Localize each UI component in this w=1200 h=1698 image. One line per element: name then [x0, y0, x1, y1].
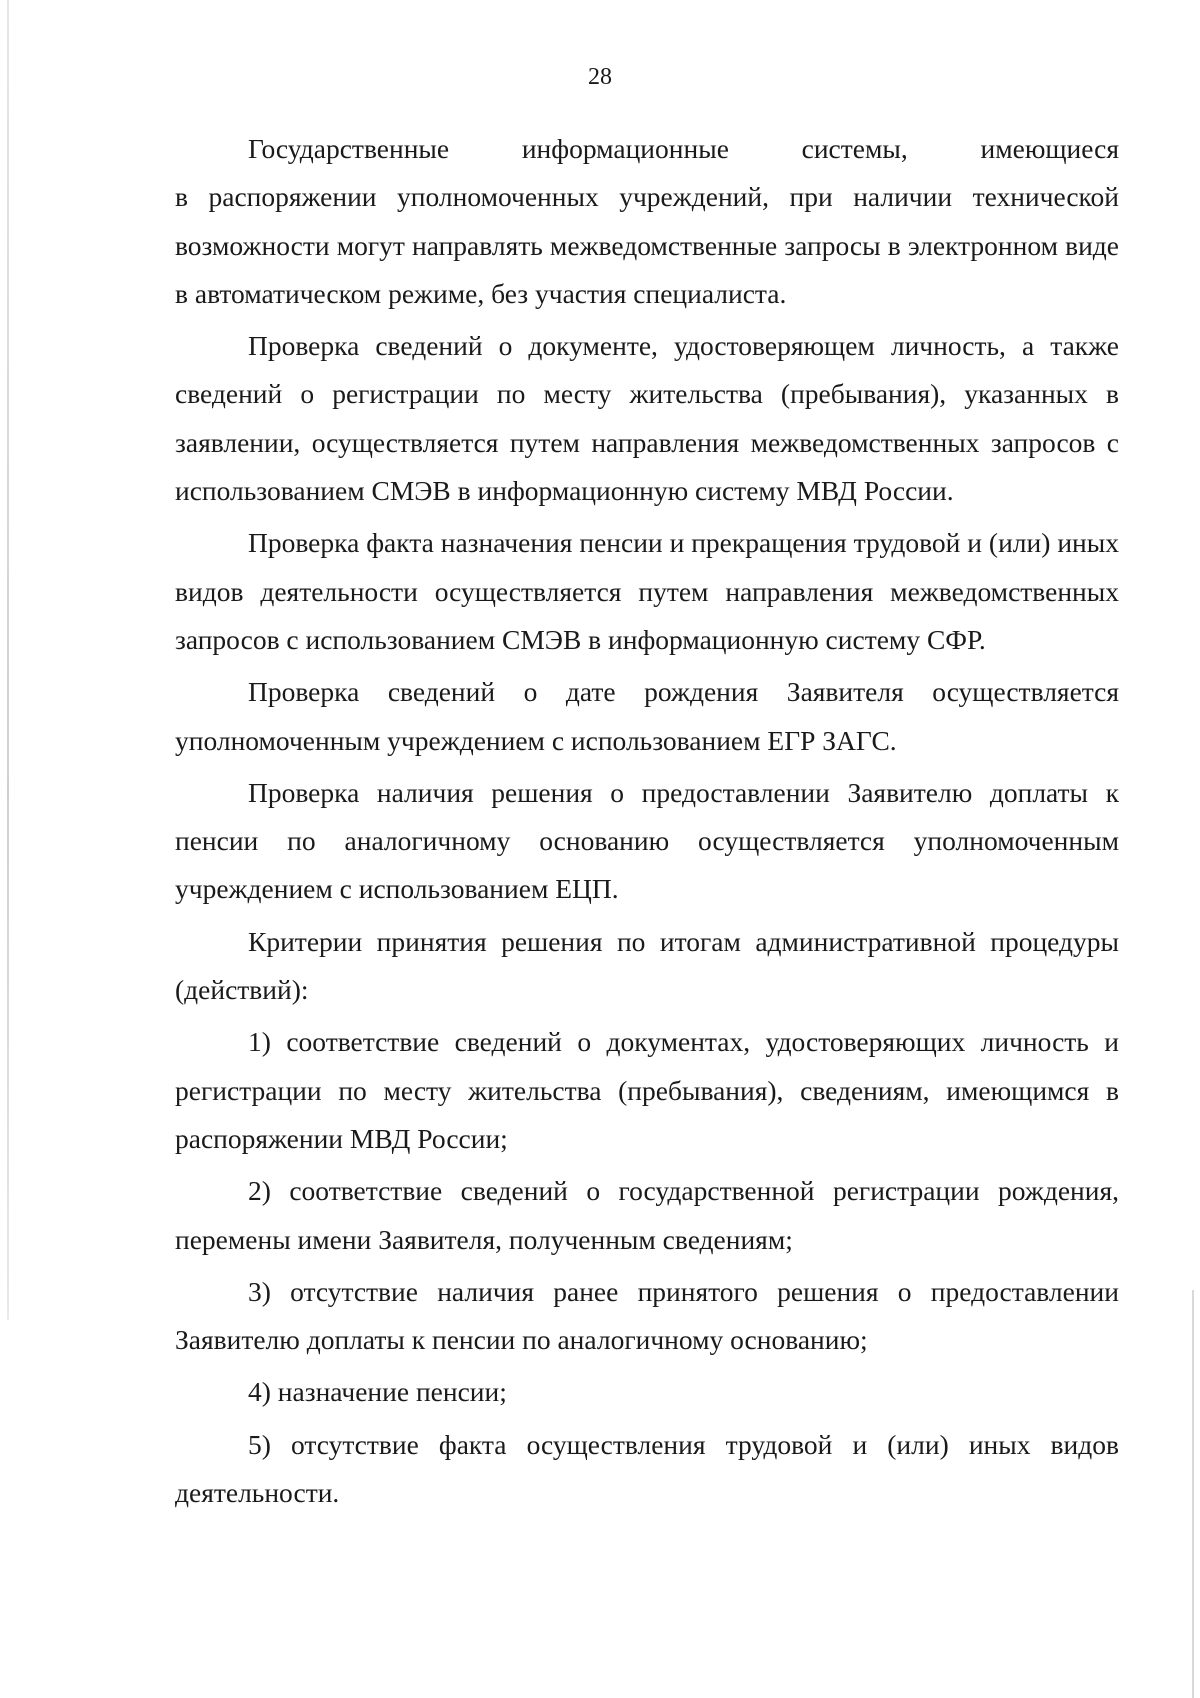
paragraph-pension-check: Проверка факта назначения пенсии и прекращения трудовой и (или) иных видов деятельности осуществляется путем направления межведомственных запросов с использованием СМЭВ в информационную систему СФР. [175, 527, 1119, 655]
list-item-criterion-3: 3) отсутствие наличия ранее принятого решения о предоставлении Заявителю доплаты к пенсии по аналогичному основанию; [175, 1275, 1119, 1356]
list-item-criterion-1: 1) соответствие сведений о документах, удостоверяющих личность и регистрации по месту жительства (пребывания), сведениям, имеющимся в распоряжении МВД России; [175, 1026, 1119, 1154]
scan-edge-right [1192, 1290, 1194, 1698]
paragraph-criteria-heading: Критерии принятия решения по итогам административной процедуры (действий): [175, 925, 1119, 1006]
list-item-criterion-2: 2) соответствие сведений о государственной регистрации рождения, перемены имени Заявителя, полученным сведениям; [175, 1175, 1119, 1255]
paragraph-gis-first-line: Государственные информационные системы, имеющиеся [248, 133, 1119, 164]
paragraph-supplement-check: Проверка наличия решения о предоставлении Заявителю доплаты к пенсии по аналогичному основанию осуществляется уполномоченным учреждением с использованием ЕЦП. [175, 776, 1119, 905]
paragraph-birthdate-check: Проверка сведений о дате рождения Заявителя осуществляется уполномоченным учреждением с использованием ЕГР ЗАГС. [175, 676, 1119, 756]
list-item-criterion-4: 4) назначение пенсии; [248, 1376, 507, 1408]
document-body [175, 125, 1119, 1521]
page-number: 28 [588, 64, 612, 90]
paragraph-identity-check: Проверка сведений о документе, удостоверяющем личность, а также сведений о регистрации по месту жительства (пребывания), указанных в заявлении, осуществляется путем направления межведомственных запросов с использованием СМЭВ в информационную систему МВД России. [175, 330, 1119, 507]
paragraph-gis-continued: в распоряжении уполномоченных учреждений, при наличии технической возможности могут направлять межведомственные запросы в электронном виде в автоматическом режиме, без участия специалиста. [175, 181, 1119, 309]
scan-edge-left [7, 0, 9, 1320]
list-item-criterion-5: 5) отсутствие факта осуществления трудовой и (или) иных видов деятельности. [175, 1428, 1119, 1509]
